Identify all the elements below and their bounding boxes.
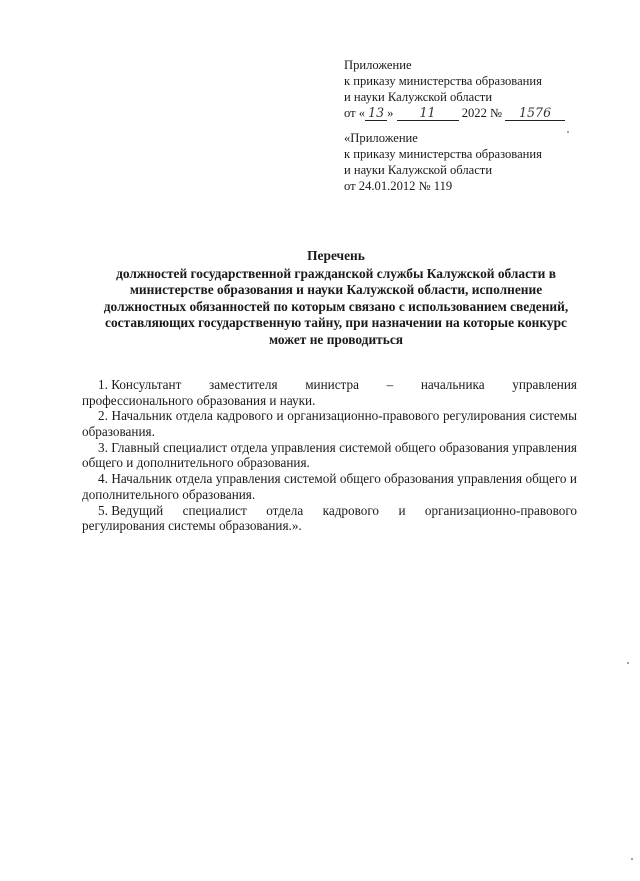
appendix-label: Приложение <box>344 58 412 72</box>
date-prefix: от « <box>344 106 366 120</box>
date-month-handwritten: 11 <box>397 106 459 121</box>
list-item-5-word: кадрового <box>322 502 380 518</box>
original-appendix-header <box>344 130 542 194</box>
title-line-2: министерстве образования и науки Калужской области, исполнение <box>129 282 543 297</box>
list-item-1-word: – <box>386 377 394 392</box>
list-item <box>82 377 577 408</box>
title-line-3: должностных обязанностей по которым связано с использованием сведений, <box>103 298 569 314</box>
appendix-header <box>344 57 565 121</box>
scan-speck <box>567 131 569 133</box>
list-item-1-word: 1. Консультант <box>98 377 182 392</box>
original-appendix-label: «Приложение <box>344 131 418 145</box>
list-item: 2. Начальник отдела кадрового и организационно-правового регулирования системы образования. <box>82 408 577 439</box>
list-item-1-continuation: профессионального образования и науки. <box>82 392 316 408</box>
list-item-5-continuation: регулирования системы образования.». <box>82 518 302 533</box>
document-title <box>96 248 576 348</box>
list-item: 3. Главный специалист отдела управления системой общего образования управления общего и дополнительного образования. <box>82 439 577 470</box>
list-item-5-first-line <box>82 503 577 519</box>
original-appendix-ministry-line: и науки Калужской области <box>344 163 493 177</box>
scan-speck <box>631 858 633 860</box>
date-mid: » <box>387 106 397 120</box>
list-item: 4. Начальник отдела управления системой общего образования управления общего и дополнительного образования. <box>82 471 577 502</box>
list-item-1-word: управления <box>512 377 577 392</box>
list-item-5-word: организационно-правового <box>424 502 577 518</box>
original-appendix-order-line: к приказу министерства образования <box>344 147 542 161</box>
order-number-handwritten: 1576 <box>505 106 565 121</box>
title-line-5: может не проводиться <box>268 331 404 347</box>
list-item-5-word: 5. Ведущий <box>98 502 164 518</box>
date-year: 2022 № <box>458 106 503 120</box>
original-appendix-date-line: от 24.01.2012 № 119 <box>344 179 453 193</box>
list-item-1-first-line <box>82 377 577 393</box>
appendix-ministry-line: и науки Калужской области <box>344 90 493 104</box>
title-heading: Перечень <box>307 248 365 263</box>
positions-list <box>82 377 577 534</box>
appendix-date-line <box>344 105 565 121</box>
date-day-handwritten: 13 <box>365 106 387 121</box>
title-line-4: составляющих государственную тайну, при назначении на которые конкурс <box>105 315 567 330</box>
scan-speck <box>627 662 629 664</box>
list-item-5-word: и <box>398 502 406 518</box>
list-item <box>82 503 577 534</box>
list-item-1-word: заместителя <box>209 377 278 392</box>
list-item-1-word: министра <box>305 377 359 392</box>
list-item-5-word: специалист <box>182 502 247 518</box>
title-line-1: должностей государственной гражданской службы Калужской области в <box>116 265 556 281</box>
appendix-order-line: к приказу министерства образования <box>344 74 542 88</box>
list-item-5-word: отдела <box>266 502 304 518</box>
list-item-1-word: начальника <box>420 377 485 392</box>
